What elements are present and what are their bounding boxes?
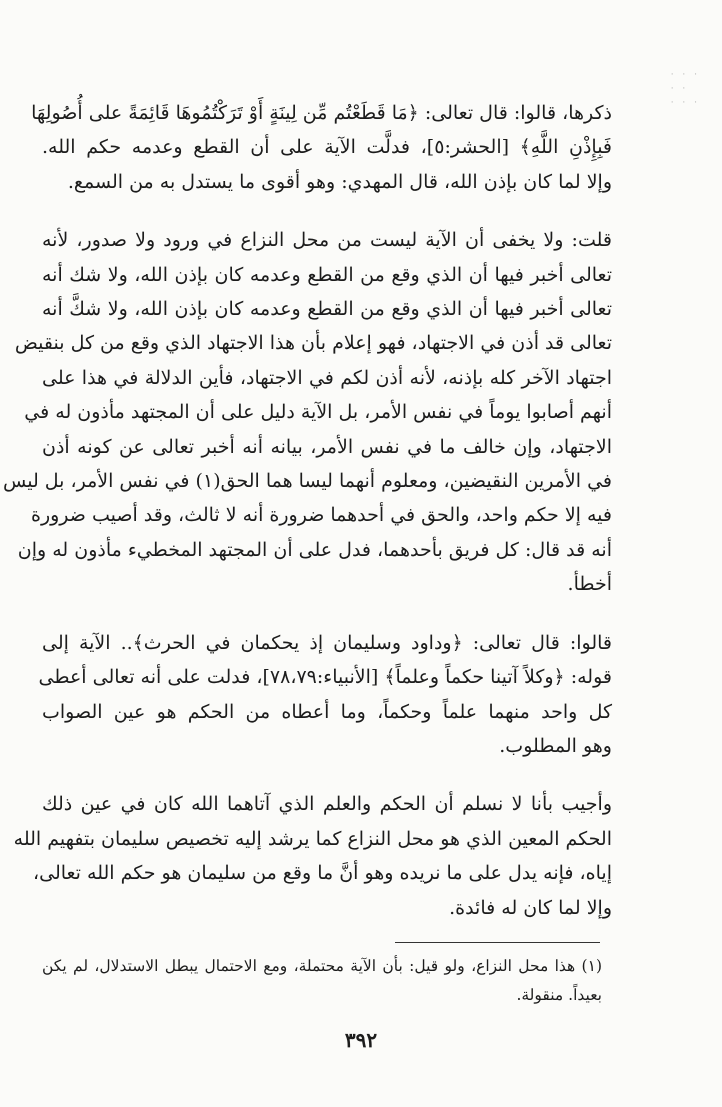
text-line: ذكرها، قالوا: قال تعالى: ﴿مَا قَطَعْتُم مِّن لِينَةٍ أَوْ تَرَكْتُمُوهَا قَائِمَةً على أُصُولِهَا xyxy=(31,102,612,124)
text-line: وإلا لما كان بإذن الله، قال المهدي: وهو أقوى ما يستدل به من السمع. xyxy=(67,170,612,193)
text-line: وهو المطلوب. xyxy=(499,734,612,757)
page-number: ٣٩٢ xyxy=(344,1028,378,1052)
text-line: أخطأ. xyxy=(567,573,612,596)
text-line: وإلا لما كان له فائدة. xyxy=(449,896,612,919)
text-line: قلت: ولا يخفى أن الآية ليست من محل النزاع في ورود ولا صدور، لأنه xyxy=(42,229,612,252)
footnote-line: (١) هذا محل النزاع، ولو قيل: بأن الآية محتملة، ومع الاحتمال يبطل الاستدلال، لم يكن xyxy=(42,957,602,975)
text-line: اجتهاد الآخر كله بإذنه، لأنه أذن لكم في الاجتهاد، فأين الدلالة في هذا على xyxy=(42,366,612,389)
text-line: فيه إلا حكم واحد، والحق في أحدهما ضرورة أنه لا ثالث، وقد أصيب ضرورة xyxy=(30,504,612,527)
text-line: إياه، فإنه يدل على ما نريده وهو أنَّ ما وقع من سليمان هو حكم الله تعالى، xyxy=(32,862,612,885)
footnote-line: بعيداً. منقولة. xyxy=(516,986,602,1004)
paragraph-4 xyxy=(13,787,613,925)
page-body xyxy=(2,96,613,949)
paragraph-2 xyxy=(2,223,612,601)
paragraph-1 xyxy=(31,96,613,199)
text-line: الحكم المعين الذي هو محل النزاع كما يرشد إليه تخصيص سليمان بتفهيم الله xyxy=(13,827,612,850)
text-line: أنهم أصابوا يوماً في نفس الأمر، بل الآية دليل على أن المجتهد مأذون له في xyxy=(24,401,612,424)
footnote-separator xyxy=(395,942,600,943)
text-line: تعالى أخبر فيها أن الذي وقع من القطع وعدمه كان بإذن الله، ولا شكَّ أنه xyxy=(42,298,612,321)
text-line: أنه قد قال: كل فريق بأحدهما، فدل على أن المجتهد المخطيء مأذون له وإن xyxy=(17,538,612,561)
text-line: في الأمرين النقيضين، ومعلوم أنهما ليسا هما الحق(١) في نفس الأمر، بل ليس xyxy=(2,470,612,493)
footnote xyxy=(42,952,602,1010)
paragraph-3 xyxy=(38,626,612,764)
scan-margin-marks: · · · · · · · · xyxy=(670,70,700,108)
text-line: قالوا: قال تعالى: ﴿وداود وسليمان إذ يحكمان في الحرث﴾.. الآية إلى xyxy=(42,631,612,654)
text-line: تعالى قد أذن في الاجتهاد، فهو إعلام بأن هذا الاجتهاد الذي وقع من كل بنقيض xyxy=(14,332,612,355)
text-line: الاجتهاد، وإن خالف ما في نفس الأمر، بيانه أنه أخبر تعالى عن كونه أذن xyxy=(42,435,612,458)
text-line: قوله: ﴿وكلاً آتينا حكماً وعلماً﴾ [الأنبياء:٧٨،٧٩]، فدلت على أنه تعالى أعطى xyxy=(38,666,612,689)
text-line: وأجيب بأنا لا نسلم أن الحكم والعلم الذي آتاهما الله كان في عين ذلك xyxy=(42,793,613,816)
text-line: تعالى أخبر فيها أن الذي وقع من القطع وعدمه كان بإذن الله، ولا شك أنه xyxy=(42,263,612,286)
text-line: فَبِإِذْنِ اللَّهِ﴾ [الحشر:٥]، فدلَّت الآية على أن القطع وعدمه حكم الله. xyxy=(42,136,613,159)
text-line: كل واحد منهما علماً وحكماً، وما أعطاه من الحكم هو عين الصواب xyxy=(42,700,612,723)
